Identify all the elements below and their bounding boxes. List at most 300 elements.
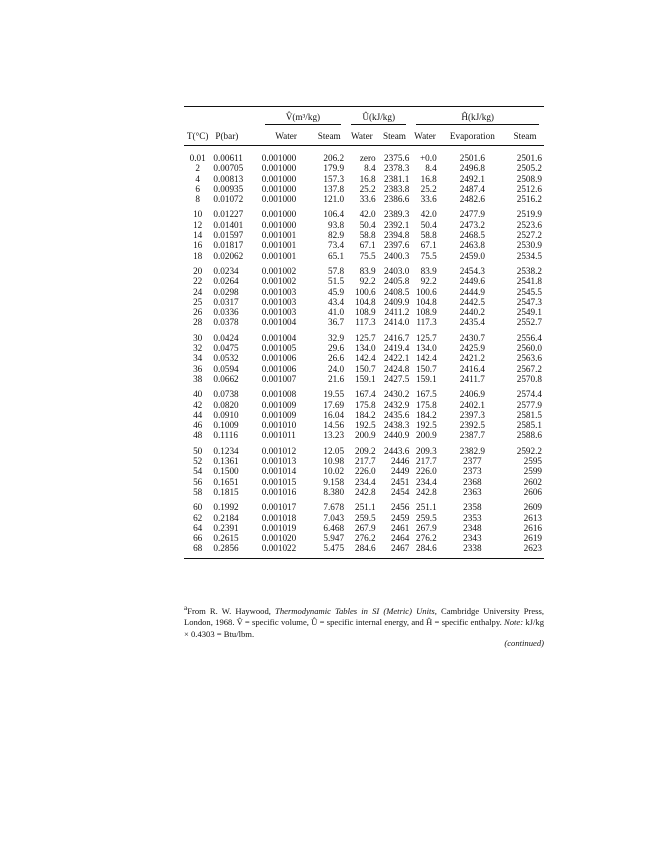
table-cell: 0.001004 [261, 332, 297, 343]
table-row [184, 317, 544, 327]
table-cell: 2538.2 [516, 265, 542, 276]
table-cell: 2446 [390, 456, 410, 467]
table-cell: 62 [193, 512, 203, 523]
table-cell: 0.001003 [261, 307, 297, 318]
table-cell: 200.9 [416, 430, 437, 441]
table-cell: 2443.6 [384, 445, 410, 456]
table-cell: 2492.1 [459, 173, 485, 184]
table-cell: 0.001015 [261, 476, 297, 487]
table-cell: 108.9 [354, 307, 376, 318]
table-cell: 9.158 [323, 476, 345, 487]
table-cell: 0.1009 [213, 420, 239, 431]
table-cell: 2468.5 [459, 230, 485, 241]
table-cell: 2613 [523, 512, 542, 523]
table-row [184, 446, 544, 456]
table-cell: 0.001000 [261, 153, 297, 163]
table-cell: 0.001012 [261, 445, 297, 456]
group-header-row [184, 107, 544, 129]
table-cell: 0.02062 [213, 250, 244, 261]
table-row [184, 240, 544, 250]
table-cell: 184.2 [354, 409, 376, 420]
table-cell: 0.001005 [261, 343, 297, 354]
table-cell: 25 [193, 296, 203, 307]
table-cell: 0.0336 [213, 307, 239, 318]
table-cell: 2464 [390, 533, 410, 544]
table-cell: 44 [193, 409, 203, 420]
table-cell: 2619 [523, 533, 542, 544]
table-cell: 117.3 [416, 317, 437, 328]
table-cell: 125.7 [354, 332, 376, 343]
table-cell: 32 [193, 343, 203, 354]
table-cell: 0.001003 [261, 286, 297, 297]
footnote-note-label: Note: [504, 617, 524, 628]
table-cell: 276.2 [354, 533, 376, 544]
table-cell: 24.0 [327, 363, 345, 374]
enthalpy-group-header: Ĥ(kJ/kg) [411, 107, 544, 129]
table-cell: 33.6 [420, 194, 437, 205]
table-row [184, 333, 544, 343]
table-cell: 2606 [523, 486, 542, 497]
table-cell: 2338 [463, 543, 482, 554]
table-cell: 150.7 [354, 363, 376, 374]
table-cell: 2556.4 [516, 332, 542, 343]
table-cell: 0.1116 [213, 430, 238, 441]
energy-group-header: Û(kJ/kg) [346, 107, 411, 129]
table-cell: 0.001007 [261, 373, 297, 384]
table-cell: 0.0594 [213, 363, 239, 374]
table-cell: 0.01401 [213, 219, 244, 230]
table-cell: 2377 [463, 456, 482, 467]
table-cell: 2442.5 [459, 296, 485, 307]
table-cell: 106.4 [323, 209, 345, 220]
table-body [184, 146, 544, 559]
table-row [184, 456, 544, 466]
table-cell: 2425.9 [459, 343, 485, 354]
table-cell: 64 [193, 522, 203, 533]
table-cell: 159.1 [354, 373, 376, 384]
table-cell: 4 [195, 173, 200, 184]
table-cell: 2411.2 [384, 307, 410, 318]
table-cell: 42.0 [359, 209, 376, 220]
table-cell: 2358 [463, 502, 482, 513]
table-row [184, 251, 544, 261]
footnote-marker: a [184, 604, 188, 612]
table-cell: 2508.9 [516, 173, 542, 184]
table-cell: 0.1651 [213, 476, 239, 487]
table-cell: 2363 [463, 486, 482, 497]
table-cell: 29.6 [327, 343, 345, 354]
table-cell: 0.001000 [261, 209, 297, 220]
table-cell: 121.0 [323, 194, 345, 205]
table-cell: 2523.6 [516, 219, 542, 230]
table-row [184, 543, 544, 553]
table-cell: 2585.1 [516, 420, 542, 431]
table-cell: 134.0 [354, 343, 376, 354]
table-cell: 2519.9 [516, 209, 542, 220]
col-pressure: P(bar) [215, 131, 239, 142]
table-cell: 2435.6 [384, 409, 410, 420]
table-cell: 2545.5 [516, 286, 542, 297]
table-cell: 0.001019 [261, 522, 297, 533]
table-row [184, 343, 544, 353]
table-cell: 2570.8 [516, 373, 542, 384]
table-cell: 2 [195, 163, 200, 174]
table-cell: 17.69 [323, 399, 345, 410]
table-cell: 251.1 [416, 502, 437, 513]
table-cell: 2454 [390, 486, 410, 497]
table-cell: 6.468 [323, 522, 345, 533]
table-cell: 0.001006 [261, 363, 297, 374]
table-cell: 19.55 [323, 389, 345, 400]
table-cell: 33.6 [359, 194, 376, 205]
table-cell: 0.0234 [213, 265, 239, 276]
table-cell: 2430.2 [384, 389, 410, 400]
table-cell: 0.0298 [213, 286, 239, 297]
col-volume-water: Water [275, 131, 297, 142]
table-row [184, 420, 544, 430]
table-cell: 2482.6 [459, 194, 485, 205]
table-cell: 2394.8 [384, 230, 410, 241]
table-cell: 0.001016 [261, 486, 297, 497]
table-cell: 0.001008 [261, 389, 297, 400]
table-cell: 2549.1 [516, 307, 542, 318]
table-cell: 8.380 [323, 486, 345, 497]
table-cell: 209.2 [354, 445, 376, 456]
table-cell: 2427.5 [384, 373, 410, 384]
table-cell: 13.23 [323, 430, 345, 441]
table-cell: 52 [193, 456, 203, 467]
table-cell: 0.0910 [213, 409, 239, 420]
table-cell: 2416.7 [384, 332, 410, 343]
table-cell: 32.9 [327, 332, 345, 343]
table-cell: 0.00935 [213, 183, 244, 194]
col-enthalpy-water: Water [414, 131, 436, 142]
table-cell: 0.001002 [261, 276, 297, 287]
table-cell: 68 [193, 543, 203, 554]
table-cell: 92.2 [420, 276, 437, 287]
table-cell: 2392.1 [384, 219, 410, 230]
footnote-book-title: Thermodynamic Tables in SI (Metric) Units [275, 605, 435, 616]
table-cell: 12.05 [323, 445, 345, 456]
table-cell: 0.01817 [213, 240, 244, 251]
table-cell: 125.7 [416, 332, 437, 343]
table-cell: 104.8 [416, 296, 437, 307]
table-cell: 2552.7 [516, 317, 542, 328]
table-cell: 36 [193, 363, 203, 374]
table-cell: 0.1361 [213, 456, 239, 467]
table-cell: 73.4 [327, 240, 345, 251]
table-cell: 2534.5 [516, 250, 542, 261]
table-cell: 0.001000 [261, 163, 297, 174]
table-cell: 0.001000 [261, 183, 297, 194]
table-cell: 2397.3 [459, 409, 485, 420]
table-cell: 2451 [390, 476, 410, 487]
table-cell: 2440.2 [459, 307, 485, 318]
table-cell: 0.001009 [261, 409, 297, 420]
table-cell: 284.6 [354, 543, 376, 554]
table-cell: 0.0820 [213, 399, 239, 410]
table-cell: 56 [193, 476, 203, 487]
table-cell: 2595 [523, 456, 542, 467]
table-cell: 142.4 [416, 353, 437, 364]
table-cell: 38 [193, 373, 203, 384]
table-cell: 0.001001 [261, 240, 297, 251]
table-cell: 67.1 [420, 240, 437, 251]
table-cell: 2512.6 [516, 183, 542, 194]
col-volume-steam: Steam [317, 131, 341, 142]
table-cell: 5.475 [323, 543, 345, 554]
table-cell: 259.5 [354, 512, 376, 523]
col-temperature: T(°C) [186, 131, 209, 142]
table-cell: 134.0 [416, 343, 437, 354]
table-cell: 2375.6 [384, 153, 410, 163]
table-cell: 2454.3 [459, 265, 485, 276]
table-cell: 2463.8 [459, 240, 485, 251]
table-cell: 46 [193, 420, 203, 431]
table-cell: 159.1 [416, 373, 437, 384]
table-cell: 16 [193, 240, 203, 251]
table-cell: 184.2 [416, 409, 437, 420]
table-row [184, 502, 544, 512]
table-cell: 58.8 [359, 230, 376, 241]
table-cell: 5.947 [323, 533, 345, 544]
table-row [184, 209, 544, 219]
table-cell: 12 [193, 219, 203, 230]
table-cell: 16.8 [420, 173, 437, 184]
table-cell: 209.3 [416, 445, 437, 456]
table-cell: 75.5 [420, 250, 437, 261]
table-cell: 2496.8 [459, 163, 485, 174]
table-cell: 66 [193, 533, 203, 544]
table-cell: 2409.9 [384, 296, 410, 307]
table-cell: 0.001017 [261, 502, 297, 513]
table-cell: 175.8 [416, 399, 437, 410]
table-cell: 0.001020 [261, 533, 297, 544]
table-cell: 8.4 [364, 163, 376, 174]
table-cell: 0.01 [189, 153, 206, 163]
table-cell: 267.9 [354, 522, 376, 533]
table-cell: 0.1500 [213, 466, 239, 477]
table-cell: 0.001010 [261, 420, 297, 431]
table-cell: 16.04 [323, 409, 345, 420]
table-row [184, 400, 544, 410]
table-cell: 50.4 [420, 219, 437, 230]
table-cell: 2403.0 [384, 265, 410, 276]
table-cell: 2574.4 [516, 389, 542, 400]
table-cell: 242.8 [354, 486, 376, 497]
table-cell: 58 [193, 486, 203, 497]
table-row [184, 389, 544, 399]
table-cell: 2386.6 [384, 194, 410, 205]
table-cell: 0.001018 [261, 512, 297, 523]
table-row [184, 523, 544, 533]
table-cell: 6 [195, 183, 200, 194]
table-cell: 26.6 [327, 353, 345, 364]
table-cell: 2461 [390, 522, 410, 533]
table-cell: 8.4 [425, 163, 437, 174]
table-cell: 0.001014 [261, 466, 297, 477]
table-cell: 34 [193, 353, 203, 364]
table-cell: 24 [193, 286, 203, 297]
table-row [184, 230, 544, 240]
table-cell: 10.02 [323, 466, 345, 477]
table-cell: 179.9 [323, 163, 345, 174]
table-cell: 14 [193, 230, 203, 241]
table-cell: 2623 [523, 543, 542, 554]
table-cell: 16.8 [359, 173, 376, 184]
table-cell: 100.6 [354, 286, 376, 297]
table-row [184, 374, 544, 384]
table-cell: 2382.9 [459, 445, 485, 456]
col-energy-water: Water [351, 131, 373, 142]
table-cell: 2383.8 [384, 183, 410, 194]
table-cell: 2477.9 [459, 209, 485, 220]
table-cell: 10.98 [323, 456, 345, 467]
table-row [184, 297, 544, 307]
table-row [184, 163, 544, 173]
table-cell: 40 [193, 389, 203, 400]
table-cell: 2609 [523, 502, 542, 513]
table-row [184, 220, 544, 230]
table-row [184, 174, 544, 184]
table-cell: 2343 [463, 533, 482, 544]
table-cell: 251.1 [354, 502, 376, 513]
table-cell: 30 [193, 332, 203, 343]
table-cell: 60 [193, 502, 203, 513]
table-cell: 2449 [390, 466, 410, 477]
table-cell: 2616 [523, 522, 542, 533]
table-cell: 226.0 [416, 466, 437, 477]
table-cell: 2527.2 [516, 230, 542, 241]
table-row [184, 513, 544, 523]
table-row [184, 287, 544, 297]
table-row [184, 430, 544, 440]
table-row [184, 153, 544, 163]
table-cell: 2378.3 [384, 163, 410, 174]
table-row [184, 477, 544, 487]
table-cell: 2381.1 [384, 173, 410, 184]
table-cell: 51.5 [327, 276, 345, 287]
table-cell: 284.6 [416, 543, 437, 554]
table-cell: 0.01227 [213, 209, 244, 220]
table-row [184, 353, 544, 363]
table-cell: 2414.0 [384, 317, 410, 328]
table-cell: 226.0 [354, 466, 376, 477]
table-cell: 175.8 [354, 399, 376, 410]
table-cell: 54 [193, 466, 203, 477]
table-cell: 2406.9 [459, 389, 485, 400]
table-cell: 2368 [463, 476, 482, 487]
table-cell: 50 [193, 445, 203, 456]
table-cell: +0.0 [420, 153, 437, 163]
table-cell: 2389.3 [384, 209, 410, 220]
table-cell: 0.001000 [261, 219, 297, 230]
table-cell: 276.2 [416, 533, 437, 544]
table-cell: 36.7 [327, 317, 345, 328]
table-cell: 0.01597 [213, 230, 244, 241]
table-cell: 217.7 [354, 456, 376, 467]
table-cell: 2592.2 [516, 445, 542, 456]
table-cell: 2421.2 [459, 353, 485, 364]
table-cell: 2392.5 [459, 420, 485, 431]
table-row [184, 487, 544, 497]
table-cell: 21.6 [327, 373, 345, 384]
table-cell: 2432.9 [384, 399, 410, 410]
table-cell: 0.0264 [213, 276, 239, 287]
table-cell: 67.1 [359, 240, 376, 251]
table-cell: 2501.6 [459, 153, 485, 163]
table-cell: 0.001004 [261, 317, 297, 328]
table-cell: 0.2391 [213, 522, 239, 533]
table-cell: 0.01072 [213, 194, 244, 205]
table-cell: 93.8 [327, 219, 345, 230]
table-row [184, 410, 544, 420]
table-cell: 2444.9 [459, 286, 485, 297]
table-cell: 2487.4 [459, 183, 485, 194]
table-cell: 2456 [390, 502, 410, 513]
table-cell: 2563.6 [516, 353, 542, 364]
table-cell: 2440.9 [384, 430, 410, 441]
table-cell: 104.8 [354, 296, 376, 307]
table-cell: 0.00813 [213, 173, 244, 184]
table-cell: 0.0738 [213, 389, 239, 400]
table-cell: 2430.7 [459, 332, 485, 343]
steam-table [184, 106, 544, 559]
table-cell: 150.7 [416, 363, 437, 374]
table-cell: 0.0532 [213, 353, 239, 364]
table-cell: 92.2 [359, 276, 376, 287]
table-row [184, 466, 544, 476]
table-cell: 0.00705 [213, 163, 244, 174]
table-cell: 14.56 [323, 420, 345, 431]
table-cell: 259.5 [416, 512, 437, 523]
table-cell: 2353 [463, 512, 482, 523]
table-cell: 2422.1 [384, 353, 410, 364]
table-cell: 0.00611 [213, 153, 243, 163]
table-cell: 2424.8 [384, 363, 410, 374]
table-cell: 2599 [523, 466, 542, 477]
table-cell: 242.8 [416, 486, 437, 497]
table-cell: 75.5 [359, 250, 376, 261]
table-cell: 0.001022 [261, 543, 297, 554]
table-cell: 2473.2 [459, 219, 485, 230]
table-cell: zero [359, 153, 376, 163]
table-cell: 2402.1 [459, 399, 485, 410]
table-cell: 100.6 [416, 286, 437, 297]
col-enthalpy-evaporation: Evaporation [449, 131, 495, 142]
table-cell: 2449.6 [459, 276, 485, 287]
table-cell: 200.9 [354, 430, 376, 441]
table-cell: 0.001013 [261, 456, 297, 467]
table-cell: 0.001009 [261, 399, 297, 410]
table-cell: 2373 [463, 466, 482, 477]
table-cell: 0.0378 [213, 317, 239, 328]
table-cell: 192.5 [416, 420, 437, 431]
table-cell: 28 [193, 317, 203, 328]
table-cell: 142.4 [354, 353, 376, 364]
table-cell: 2459.0 [459, 250, 485, 261]
table-cell: 234.4 [354, 476, 376, 487]
table-cell: 0.0475 [213, 343, 239, 354]
table-cell: 2411.7 [459, 373, 485, 384]
table-cell: 2602 [523, 476, 542, 487]
table-cell: 2501.6 [516, 153, 542, 163]
volume-group-header: V̂(m³/kg) [260, 107, 346, 129]
table-cell: 8 [195, 194, 200, 205]
table-cell: 108.9 [416, 307, 437, 318]
table-cell: 2438.3 [384, 420, 410, 431]
table-cell: 7.043 [323, 512, 345, 523]
